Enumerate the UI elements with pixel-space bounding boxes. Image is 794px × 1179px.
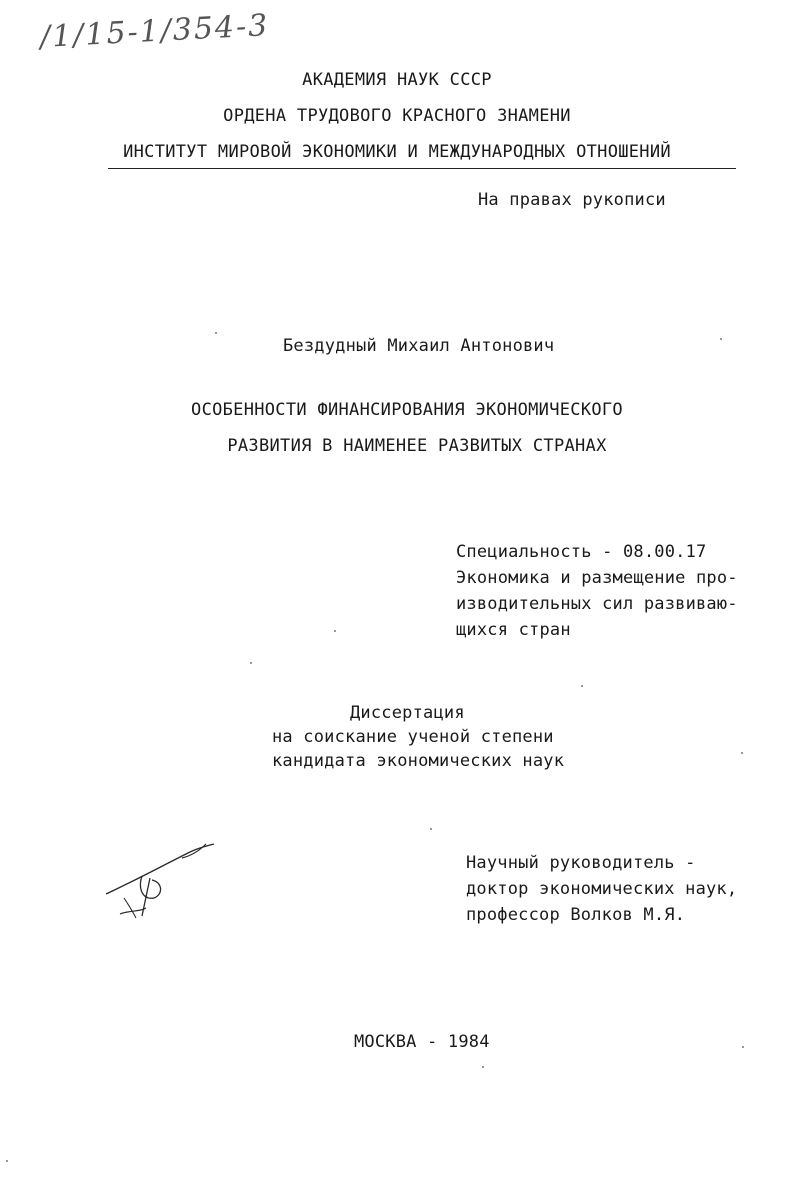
specialty-name-line-1: Экономика и размещение про- [456,568,738,588]
supervisor-degree: доктор экономических наук, [466,879,738,899]
scan-speck [742,1046,744,1048]
scan-speck [581,685,583,687]
supervisor-label: Научный руководитель - [466,853,696,873]
scan-speck [334,630,336,632]
institution-academy: АКАДЕМИЯ НАУК СССР [302,70,492,90]
dissertation-degree-line-2: кандидата экономических наук [272,751,565,771]
scan-speck [215,332,217,334]
institution-institute: ИНСТИТУТ МИРОВОЙ ЭКОНОМИКИ И МЕЖДУНАРОДНЫХ ОТНОШЕНИЙ [123,142,671,162]
header-divider [108,168,736,169]
signature-mark [102,838,232,928]
dissertation-label: Диссертация [350,703,465,723]
scan-speck [6,1160,8,1162]
scan-speck [720,338,722,340]
supervisor-name: профессор Волков М.Я. [466,905,686,925]
author-name: Бездудный Михаил Антонович [283,336,555,356]
archive-mark: /1/15-1/354-3 [39,8,271,55]
scan-speck [250,662,252,664]
dissertation-degree-line-1: на соискание ученой степени [272,727,554,747]
city-year: МОСКВА - 1984 [354,1032,490,1052]
scan-speck [482,1066,484,1068]
specialty-name-line-2: изводительных сил развиваю- [456,594,738,614]
specialty-name-line-3: щихся стран [456,620,571,640]
specialty-code: Специальность - 08.00.17 [456,542,707,562]
thesis-title-line-1: ОСОБЕННОСТИ ФИНАНСИРОВАНИЯ ЭКОНОМИЧЕСКОГО [191,400,623,420]
thesis-title-line-2: РАЗВИТИЯ В НАИМЕНЕЕ РАЗВИТЫХ СТРАНАХ [227,436,607,456]
institution-order: ОРДЕНА ТРУДОВОГО КРАСНОГО ЗНАМЕНИ [223,106,571,126]
scan-speck [430,828,432,830]
manuscript-note: На правах рукописи [478,190,666,210]
scan-speck [741,752,743,754]
